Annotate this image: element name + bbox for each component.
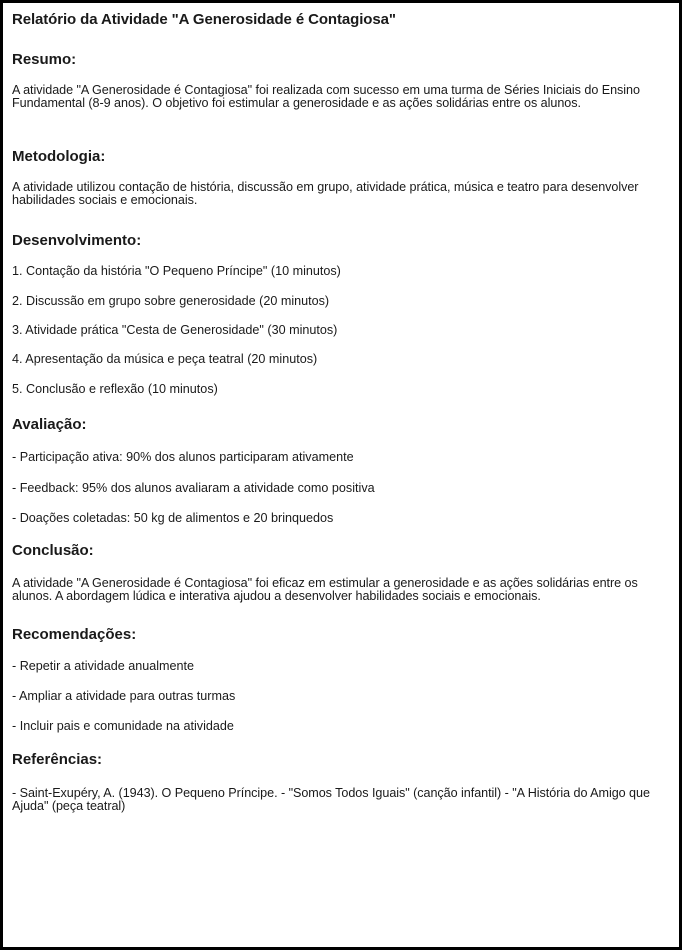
desenvolvimento-item: 1. Contação da história "O Pequeno Príncipe" (10 minutos) xyxy=(12,264,341,278)
desenvolvimento-item: 3. Atividade prática "Cesta de Generosidade" (30 minutos) xyxy=(12,323,338,337)
conclusao-heading: Conclusão: xyxy=(12,542,94,559)
avaliacao-item: - Feedback: 95% dos alunos avaliaram a atividade como positiva xyxy=(12,481,375,495)
referencias-text: - Saint-Exupéry, A. (1943). O Pequeno Príncipe. - "Somos Todos Iguais" (canção infantil) - "A História do Amigo que Ajuda" (peça teatral) xyxy=(12,786,650,813)
metodologia-text: A atividade utilizou contação de história, discussão em grupo, atividade prática, música e teatro para desenvolver habilidades sociais e emocionais. xyxy=(12,180,639,207)
desenvolvimento-item: 5. Conclusão e reflexão (10 minutos) xyxy=(12,382,218,396)
desenvolvimento-heading: Desenvolvimento: xyxy=(12,232,142,249)
referencias-heading: Referências: xyxy=(12,751,103,768)
desenvolvimento-item: 4. Apresentação da música e peça teatral (20 minutos) xyxy=(12,352,318,366)
desenvolvimento-item: 2. Discussão em grupo sobre generosidade (20 minutos) xyxy=(12,294,330,308)
avaliacao-item: - Doações coletadas: 50 kg de alimentos e 20 brinquedos xyxy=(12,511,334,525)
conclusao-text: A atividade "A Generosidade é Contagiosa" foi eficaz em estimular a generosidade e as ações solidárias entre os alunos. A abordagem lúdica e interativa ajudou a desenvolver habilidades sociais e emocionais. xyxy=(12,576,638,603)
document-page xyxy=(3,3,679,947)
resumo-text: A atividade "A Generosidade é Contagiosa" foi realizada com sucesso em uma turma de Séries Iniciais do Ensino Fundamental (8-9 anos). O objetivo foi estimular a generosidade e as ações solidárias entre os alunos. xyxy=(12,83,640,110)
recomendacoes-item: - Repetir a atividade anualmente xyxy=(12,659,195,673)
resumo-heading: Resumo: xyxy=(12,51,77,68)
recomendacoes-heading: Recomendações: xyxy=(12,626,137,643)
metodologia-heading: Metodologia: xyxy=(12,148,106,165)
avaliacao-heading: Avaliação: xyxy=(12,416,87,433)
recomendacoes-item: - Ampliar a atividade para outras turmas xyxy=(12,689,236,703)
avaliacao-item: - Participação ativa: 90% dos alunos participaram ativamente xyxy=(12,450,354,464)
report-title: Relatório da Atividade "A Generosidade é Contagiosa" xyxy=(12,11,396,28)
recomendacoes-item: - Incluir pais e comunidade na atividade xyxy=(12,719,234,733)
